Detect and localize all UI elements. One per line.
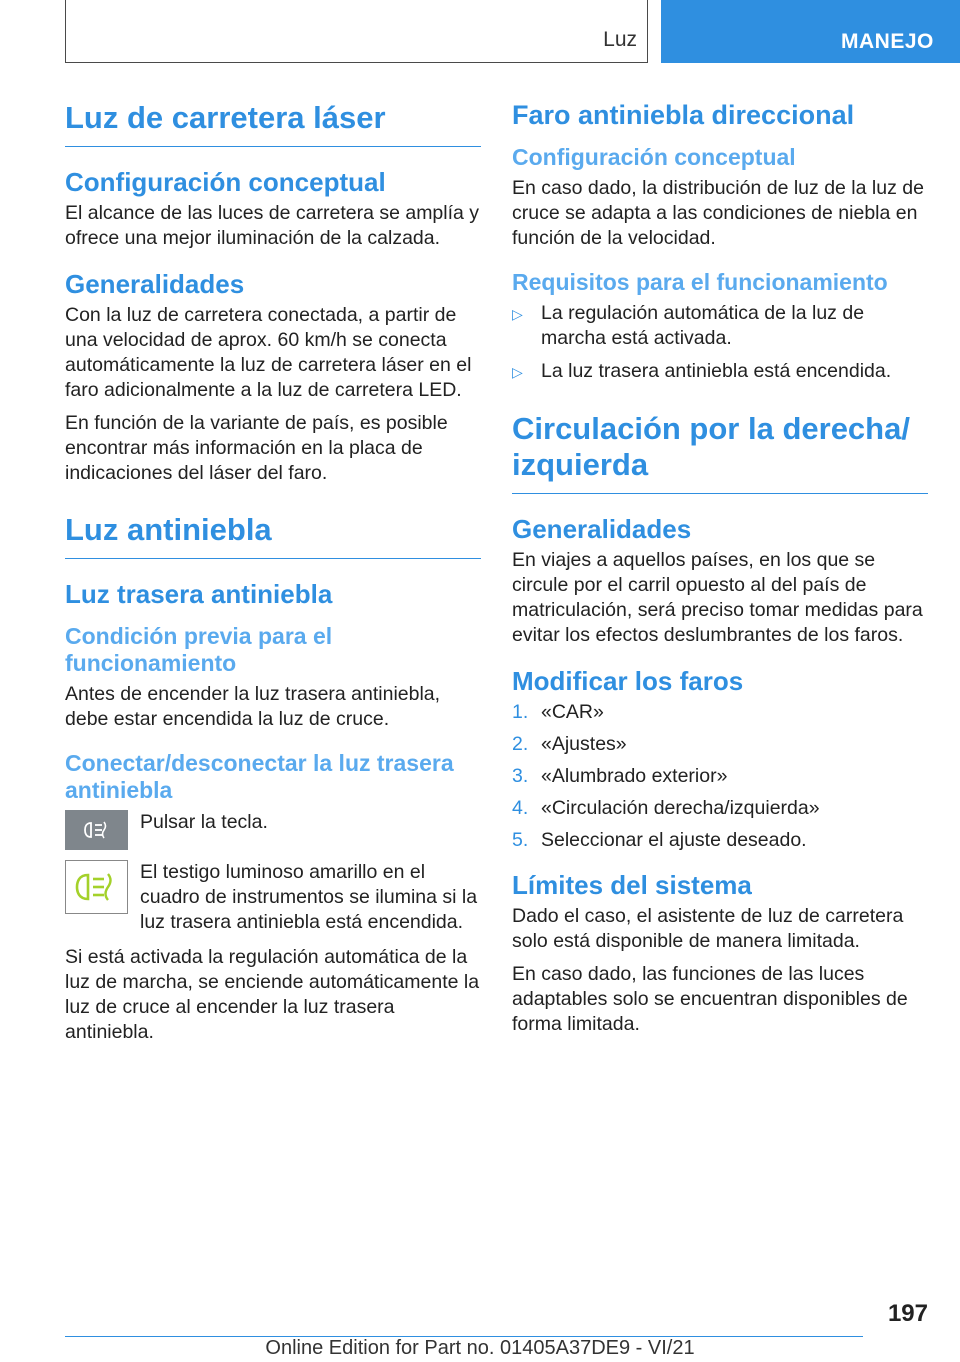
step-text: Seleccionar el ajuste deseado.: [541, 829, 807, 851]
press-button-row: [65, 810, 481, 850]
footer-edition: Online Edition for Part no. 01405A37DE9 - VI/21: [265, 1337, 695, 1359]
heading-rear-fog: Luz trasera antiniebla: [65, 579, 333, 609]
step-number: 3.: [512, 765, 529, 787]
step-number: 2.: [512, 733, 529, 755]
right-column: [512, 100, 928, 1045]
header-section-title: Luz: [603, 28, 637, 51]
heading-fog-light: Luz antiniebla: [65, 512, 481, 559]
step-number: 5.: [512, 829, 529, 851]
paragraph-config-right: En caso dado, la distribución de luz de la luz de cruce se adapta a las condiciones de niebla en función de la velocidad.: [512, 177, 924, 249]
list-item: [512, 359, 928, 385]
step-item: [512, 796, 928, 821]
steps-list: [512, 700, 928, 853]
heading-config-concept: Configuración conceptual: [65, 167, 386, 197]
rear-fog-light-indicator-icon: [65, 860, 128, 914]
heading-switch: Conectar/desconectar la luz trasera antiniebla: [65, 750, 454, 803]
bullet-triangle-icon: ▷: [512, 364, 523, 380]
paragraph-config: El alcance de las luces de carretera se amplía y ofrece una mejor iluminación de la calzada.: [65, 202, 480, 249]
heading-condition: Condición previa para el funcionamiento: [65, 623, 333, 676]
header-chapter-tab: [661, 0, 960, 63]
page-number: 197: [887, 1300, 928, 1327]
step-item: [512, 828, 928, 853]
paragraph-limits-1: Dado el caso, el asistente de luz de carretera solo está disponible de manera limitada.: [512, 905, 904, 952]
press-button-text: Pulsar la tecla.: [140, 811, 268, 833]
step-number: 4.: [512, 797, 529, 819]
heading-directional-fog: Faro antiniebla direccional: [512, 100, 855, 130]
paragraph-general-2: En función de la variante de país, es posible encontrar más información en la placa de indicaciones del láser del faro.: [65, 412, 448, 484]
heading-config-concept-right: Configuración conceptual: [512, 144, 796, 170]
paragraph-condition: Antes de encender la luz trasera antiniebla, debe estar encendida la luz de cruce.: [65, 683, 441, 730]
indicator-row: [65, 860, 481, 935]
step-text: «CAR»: [541, 701, 604, 723]
paragraph-general-right: En viajes a aquellos países, en los que se circule por el carril opuesto al del país de matriculación, será preciso tomar medidas para evitar los efectos deslumbrantes de los faros.: [512, 549, 923, 646]
heading-requirements: Requisitos para el funcionamiento: [512, 269, 888, 295]
heading-traffic-side: Circulación por la derecha/ izquierda: [512, 411, 928, 494]
paragraph-general-1: Con la luz de carretera conectada, a partir de una velocidad de aprox. 60 km/h se conecta automáticamente la luz de carretera láser en el faro adicionalmente a la luz de carretera LED.: [65, 304, 472, 401]
bullet-triangle-icon: ▷: [512, 306, 523, 322]
heading-system-limits: Límites del sistema: [512, 870, 752, 900]
list-item: [512, 301, 928, 351]
left-column: [65, 100, 481, 1053]
step-number: 1.: [512, 701, 529, 723]
step-item: [512, 732, 928, 757]
list-item-text: La regulación automática de la luz de marcha está activada.: [541, 302, 865, 349]
step-text: «Ajustes»: [541, 733, 627, 755]
paragraph-limits-2: En caso dado, las funciones de las luces adaptables solo se encuentran disponibles de forma limitada.: [512, 963, 908, 1035]
heading-general: Generalidades: [65, 269, 245, 299]
heading-modify-headlights: Modificar los faros: [512, 666, 744, 696]
heading-general-right: Generalidades: [512, 514, 692, 544]
step-item: [512, 700, 928, 725]
step-text: «Alumbrado exterior»: [541, 765, 728, 787]
indicator-text: El testigo luminoso amarillo en el cuadro de instrumentos se ilumina si la luz trasera antiniebla está encendida.: [140, 861, 478, 933]
list-item-text: La luz trasera antiniebla está encendida.: [541, 360, 892, 382]
heading-laser-high-beam: Luz de carretera láser: [65, 100, 481, 147]
paragraph-auto: Si está activada la regulación automática de la luz de marcha, se enciende automáticamente la luz de cruce al encender la luz trasera antiniebla.: [65, 946, 480, 1043]
header-chapter-label: MANEJO: [841, 30, 934, 53]
step-text: «Circulación derecha/izquierda»: [541, 797, 820, 819]
requirements-list: [512, 301, 928, 385]
rear-fog-light-button-icon: [65, 810, 128, 850]
header-box: [65, 0, 648, 63]
step-item: [512, 764, 928, 789]
